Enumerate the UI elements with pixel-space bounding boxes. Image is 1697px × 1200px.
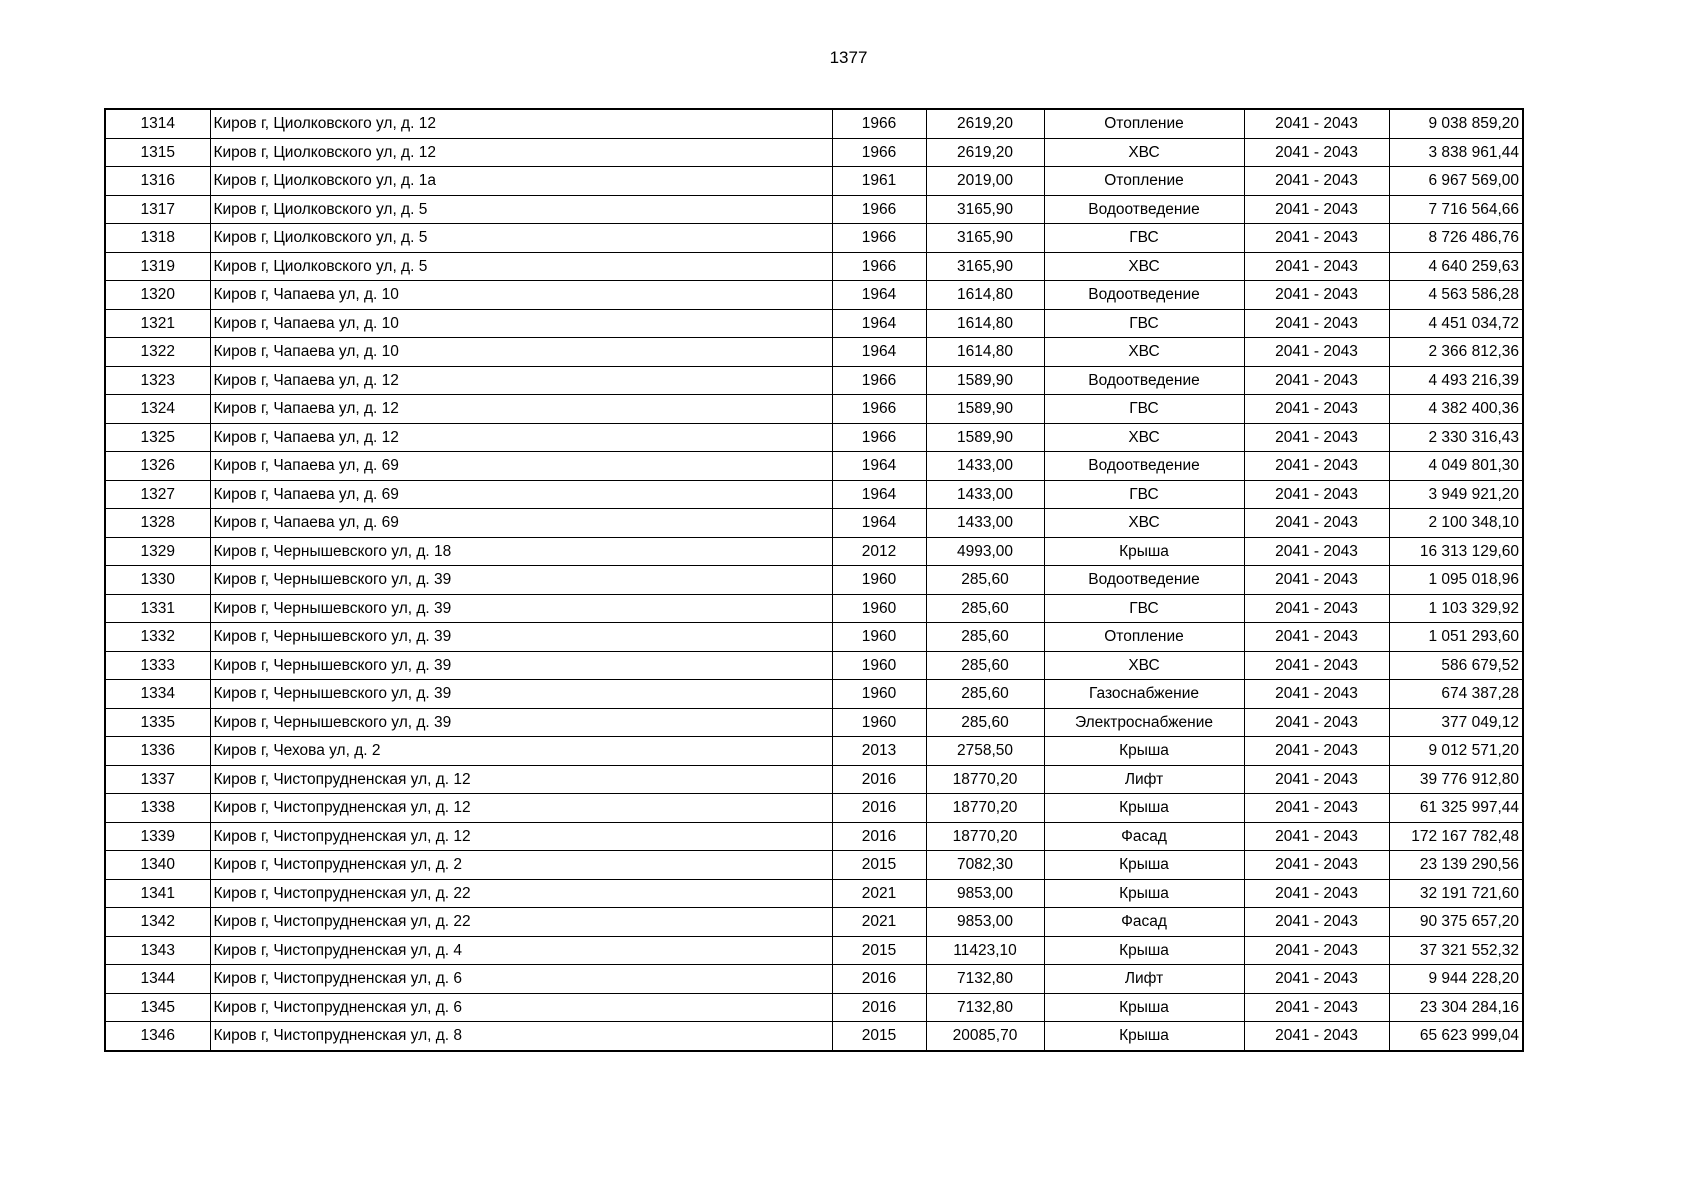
cost-cell: 2 100 348,10 [1389, 509, 1523, 538]
area-cell: 3165,90 [926, 252, 1044, 281]
period-cell: 2041 - 2043 [1244, 138, 1389, 167]
area-cell: 2019,00 [926, 167, 1044, 196]
table-row [105, 195, 1523, 224]
year-cell: 1966 [832, 395, 926, 424]
area-cell: 3165,90 [926, 224, 1044, 253]
area-cell: 1589,90 [926, 366, 1044, 395]
address-cell: Киров г, Чапаева ул, д. 12 [210, 423, 832, 452]
address-cell: Киров г, Чистопрудненская ул, д. 12 [210, 794, 832, 823]
row-number: 1335 [105, 708, 210, 737]
address-cell: Киров г, Чапаева ул, д. 10 [210, 309, 832, 338]
year-cell: 2013 [832, 737, 926, 766]
year-cell: 1960 [832, 680, 926, 709]
period-cell: 2041 - 2043 [1244, 309, 1389, 338]
work-type-cell: Крыша [1044, 936, 1244, 965]
work-type-cell: Водоотведение [1044, 366, 1244, 395]
year-cell: 2012 [832, 537, 926, 566]
period-cell: 2041 - 2043 [1244, 765, 1389, 794]
cost-cell: 65 623 999,04 [1389, 1022, 1523, 1051]
period-cell: 2041 - 2043 [1244, 936, 1389, 965]
period-cell: 2041 - 2043 [1244, 822, 1389, 851]
work-type-cell: Крыша [1044, 537, 1244, 566]
table-row [105, 1022, 1523, 1051]
address-cell: Киров г, Чистопрудненская ул, д. 4 [210, 936, 832, 965]
table-row [105, 537, 1523, 566]
registry-table [104, 108, 1524, 1052]
table-row [105, 338, 1523, 367]
area-cell: 1433,00 [926, 509, 1044, 538]
year-cell: 1966 [832, 366, 926, 395]
area-cell: 1614,80 [926, 281, 1044, 310]
cost-cell: 4 382 400,36 [1389, 395, 1523, 424]
table-row [105, 822, 1523, 851]
area-cell: 285,60 [926, 651, 1044, 680]
row-number: 1330 [105, 566, 210, 595]
year-cell: 2016 [832, 993, 926, 1022]
year-cell: 2015 [832, 1022, 926, 1051]
cost-cell: 39 776 912,80 [1389, 765, 1523, 794]
work-type-cell: Электроснабжение [1044, 708, 1244, 737]
area-cell: 20085,70 [926, 1022, 1044, 1051]
address-cell: Киров г, Чернышевского ул, д. 39 [210, 680, 832, 709]
address-cell: Киров г, Чистопрудненская ул, д. 6 [210, 965, 832, 994]
row-number: 1320 [105, 281, 210, 310]
table-row [105, 423, 1523, 452]
year-cell: 1964 [832, 281, 926, 310]
row-number: 1331 [105, 594, 210, 623]
area-cell: 285,60 [926, 708, 1044, 737]
cost-cell: 1 103 329,92 [1389, 594, 1523, 623]
year-cell: 2021 [832, 908, 926, 937]
area-cell: 1614,80 [926, 309, 1044, 338]
table-row [105, 109, 1523, 138]
area-cell: 18770,20 [926, 822, 1044, 851]
period-cell: 2041 - 2043 [1244, 338, 1389, 367]
period-cell: 2041 - 2043 [1244, 993, 1389, 1022]
work-type-cell: ХВС [1044, 509, 1244, 538]
year-cell: 2016 [832, 965, 926, 994]
year-cell: 2021 [832, 879, 926, 908]
row-number: 1334 [105, 680, 210, 709]
area-cell: 1433,00 [926, 452, 1044, 481]
area-cell: 2619,20 [926, 138, 1044, 167]
cost-cell: 4 493 216,39 [1389, 366, 1523, 395]
address-cell: Киров г, Чапаева ул, д. 10 [210, 338, 832, 367]
area-cell: 4993,00 [926, 537, 1044, 566]
row-number: 1343 [105, 936, 210, 965]
table-row [105, 509, 1523, 538]
row-number: 1318 [105, 224, 210, 253]
table-row [105, 765, 1523, 794]
year-cell: 1960 [832, 651, 926, 680]
period-cell: 2041 - 2043 [1244, 366, 1389, 395]
area-cell: 1614,80 [926, 338, 1044, 367]
table-row [105, 993, 1523, 1022]
cost-cell: 4 049 801,30 [1389, 452, 1523, 481]
cost-cell: 9 038 859,20 [1389, 109, 1523, 138]
table-row [105, 138, 1523, 167]
period-cell: 2041 - 2043 [1244, 794, 1389, 823]
period-cell: 2041 - 2043 [1244, 680, 1389, 709]
work-type-cell: ГВС [1044, 395, 1244, 424]
period-cell: 2041 - 2043 [1244, 395, 1389, 424]
table-row [105, 309, 1523, 338]
address-cell: Киров г, Чистопрудненская ул, д. 6 [210, 993, 832, 1022]
address-cell: Киров г, Чистопрудненская ул, д. 2 [210, 851, 832, 880]
cost-cell: 377 049,12 [1389, 708, 1523, 737]
area-cell: 9853,00 [926, 879, 1044, 908]
cost-cell: 61 325 997,44 [1389, 794, 1523, 823]
cost-cell: 3 949 921,20 [1389, 480, 1523, 509]
row-number: 1329 [105, 537, 210, 566]
address-cell: Киров г, Чистопрудненская ул, д. 8 [210, 1022, 832, 1051]
table-row [105, 879, 1523, 908]
period-cell: 2041 - 2043 [1244, 281, 1389, 310]
year-cell: 2015 [832, 936, 926, 965]
year-cell: 1966 [832, 252, 926, 281]
table-row [105, 281, 1523, 310]
cost-cell: 23 304 284,16 [1389, 993, 1523, 1022]
cost-cell: 1 095 018,96 [1389, 566, 1523, 595]
table-row [105, 252, 1523, 281]
table-row [105, 395, 1523, 424]
page-number: 1377 [829, 48, 868, 67]
cost-cell: 1 051 293,60 [1389, 623, 1523, 652]
area-cell: 3165,90 [926, 195, 1044, 224]
table-row [105, 965, 1523, 994]
area-cell: 7082,30 [926, 851, 1044, 880]
row-number: 1339 [105, 822, 210, 851]
table-row [105, 224, 1523, 253]
year-cell: 1960 [832, 708, 926, 737]
area-cell: 285,60 [926, 566, 1044, 595]
cost-cell: 37 321 552,32 [1389, 936, 1523, 965]
period-cell: 2041 - 2043 [1244, 224, 1389, 253]
year-cell: 1966 [832, 423, 926, 452]
year-cell: 2016 [832, 822, 926, 851]
period-cell: 2041 - 2043 [1244, 252, 1389, 281]
address-cell: Киров г, Чернышевского ул, д. 39 [210, 594, 832, 623]
table-row [105, 737, 1523, 766]
address-cell: Киров г, Чапаева ул, д. 69 [210, 452, 832, 481]
period-cell: 2041 - 2043 [1244, 594, 1389, 623]
address-cell: Киров г, Чапаева ул, д. 10 [210, 281, 832, 310]
address-cell: Киров г, Чапаева ул, д. 12 [210, 395, 832, 424]
work-type-cell: Лифт [1044, 765, 1244, 794]
year-cell: 1966 [832, 195, 926, 224]
cost-cell: 8 726 486,76 [1389, 224, 1523, 253]
year-cell: 1966 [832, 224, 926, 253]
cost-cell: 32 191 721,60 [1389, 879, 1523, 908]
year-cell: 1964 [832, 480, 926, 509]
cost-cell: 674 387,28 [1389, 680, 1523, 709]
work-type-cell: ГВС [1044, 594, 1244, 623]
cost-cell: 7 716 564,66 [1389, 195, 1523, 224]
table-row [105, 908, 1523, 937]
address-cell: Киров г, Циолковского ул, д. 5 [210, 224, 832, 253]
row-number: 1323 [105, 366, 210, 395]
table-row [105, 366, 1523, 395]
work-type-cell: ХВС [1044, 138, 1244, 167]
address-cell: Киров г, Чапаева ул, д. 12 [210, 366, 832, 395]
work-type-cell: Крыша [1044, 1022, 1244, 1051]
row-number: 1325 [105, 423, 210, 452]
period-cell: 2041 - 2043 [1244, 167, 1389, 196]
work-type-cell: Водоотведение [1044, 281, 1244, 310]
row-number: 1314 [105, 109, 210, 138]
work-type-cell: ХВС [1044, 252, 1244, 281]
work-type-cell: Крыша [1044, 794, 1244, 823]
table-row [105, 851, 1523, 880]
cost-cell: 6 967 569,00 [1389, 167, 1523, 196]
year-cell: 2015 [832, 851, 926, 880]
period-cell: 2041 - 2043 [1244, 708, 1389, 737]
year-cell: 1966 [832, 138, 926, 167]
address-cell: Киров г, Циолковского ул, д. 12 [210, 138, 832, 167]
work-type-cell: ХВС [1044, 423, 1244, 452]
row-number: 1317 [105, 195, 210, 224]
period-cell: 2041 - 2043 [1244, 537, 1389, 566]
period-cell: 2041 - 2043 [1244, 452, 1389, 481]
address-cell: Киров г, Чистопрудненская ул, д. 22 [210, 879, 832, 908]
period-cell: 2041 - 2043 [1244, 1022, 1389, 1051]
address-cell: Киров г, Чистопрудненская ул, д. 22 [210, 908, 832, 937]
row-number: 1342 [105, 908, 210, 937]
table-row [105, 680, 1523, 709]
row-number: 1341 [105, 879, 210, 908]
work-type-cell: Газоснабжение [1044, 680, 1244, 709]
cost-cell: 4 640 259,63 [1389, 252, 1523, 281]
work-type-cell: ГВС [1044, 309, 1244, 338]
period-cell: 2041 - 2043 [1244, 851, 1389, 880]
row-number: 1322 [105, 338, 210, 367]
row-number: 1319 [105, 252, 210, 281]
year-cell: 1964 [832, 309, 926, 338]
cost-cell: 3 838 961,44 [1389, 138, 1523, 167]
row-number: 1327 [105, 480, 210, 509]
address-cell: Киров г, Чистопрудненская ул, д. 12 [210, 822, 832, 851]
address-cell: Киров г, Чистопрудненская ул, д. 12 [210, 765, 832, 794]
cost-cell: 2 366 812,36 [1389, 338, 1523, 367]
row-number: 1321 [105, 309, 210, 338]
period-cell: 2041 - 2043 [1244, 423, 1389, 452]
table-row [105, 708, 1523, 737]
year-cell: 1966 [832, 109, 926, 138]
table-row [105, 167, 1523, 196]
address-cell: Киров г, Чернышевского ул, д. 39 [210, 623, 832, 652]
period-cell: 2041 - 2043 [1244, 965, 1389, 994]
address-cell: Киров г, Чехова ул, д. 2 [210, 737, 832, 766]
row-number: 1315 [105, 138, 210, 167]
table-row [105, 651, 1523, 680]
year-cell: 1961 [832, 167, 926, 196]
work-type-cell: ГВС [1044, 224, 1244, 253]
work-type-cell: Водоотведение [1044, 195, 1244, 224]
table-row [105, 936, 1523, 965]
address-cell: Киров г, Циолковского ул, д. 5 [210, 252, 832, 281]
period-cell: 2041 - 2043 [1244, 109, 1389, 138]
address-cell: Киров г, Чапаева ул, д. 69 [210, 509, 832, 538]
table-row [105, 623, 1523, 652]
area-cell: 7132,80 [926, 993, 1044, 1022]
area-cell: 1589,90 [926, 395, 1044, 424]
work-type-cell: Водоотведение [1044, 452, 1244, 481]
row-number: 1346 [105, 1022, 210, 1051]
period-cell: 2041 - 2043 [1244, 509, 1389, 538]
period-cell: 2041 - 2043 [1244, 651, 1389, 680]
row-number: 1338 [105, 794, 210, 823]
area-cell: 2619,20 [926, 109, 1044, 138]
work-type-cell: Крыша [1044, 737, 1244, 766]
work-type-cell: Крыша [1044, 851, 1244, 880]
work-type-cell: Крыша [1044, 879, 1244, 908]
period-cell: 2041 - 2043 [1244, 566, 1389, 595]
cost-cell: 9 944 228,20 [1389, 965, 1523, 994]
row-number: 1328 [105, 509, 210, 538]
year-cell: 1964 [832, 509, 926, 538]
work-type-cell: Фасад [1044, 822, 1244, 851]
area-cell: 18770,20 [926, 794, 1044, 823]
cost-cell: 172 167 782,48 [1389, 822, 1523, 851]
area-cell: 285,60 [926, 594, 1044, 623]
row-number: 1333 [105, 651, 210, 680]
cost-cell: 4 451 034,72 [1389, 309, 1523, 338]
work-type-cell: Водоотведение [1044, 566, 1244, 595]
area-cell: 285,60 [926, 680, 1044, 709]
table-row [105, 480, 1523, 509]
work-type-cell: Отопление [1044, 109, 1244, 138]
area-cell: 1433,00 [926, 480, 1044, 509]
row-number: 1345 [105, 993, 210, 1022]
work-type-cell: Отопление [1044, 167, 1244, 196]
table-row [105, 452, 1523, 481]
work-type-cell: Лифт [1044, 965, 1244, 994]
table-row [105, 594, 1523, 623]
area-cell: 285,60 [926, 623, 1044, 652]
cost-cell: 90 375 657,20 [1389, 908, 1523, 937]
row-number: 1324 [105, 395, 210, 424]
cost-cell: 9 012 571,20 [1389, 737, 1523, 766]
area-cell: 9853,00 [926, 908, 1044, 937]
address-cell: Киров г, Чернышевского ул, д. 18 [210, 537, 832, 566]
period-cell: 2041 - 2043 [1244, 623, 1389, 652]
work-type-cell: Фасад [1044, 908, 1244, 937]
cost-cell: 16 313 129,60 [1389, 537, 1523, 566]
year-cell: 1964 [832, 452, 926, 481]
row-number: 1326 [105, 452, 210, 481]
row-number: 1316 [105, 167, 210, 196]
area-cell: 7132,80 [926, 965, 1044, 994]
work-type-cell: ХВС [1044, 651, 1244, 680]
area-cell: 2758,50 [926, 737, 1044, 766]
address-cell: Киров г, Чернышевского ул, д. 39 [210, 708, 832, 737]
table-body [105, 109, 1523, 1051]
cost-cell: 23 139 290,56 [1389, 851, 1523, 880]
work-type-cell: ГВС [1044, 480, 1244, 509]
year-cell: 2016 [832, 794, 926, 823]
row-number: 1337 [105, 765, 210, 794]
address-cell: Киров г, Циолковского ул, д. 5 [210, 195, 832, 224]
work-type-cell: Крыша [1044, 993, 1244, 1022]
row-number: 1332 [105, 623, 210, 652]
period-cell: 2041 - 2043 [1244, 195, 1389, 224]
table-row [105, 794, 1523, 823]
address-cell: Киров г, Чернышевского ул, д. 39 [210, 651, 832, 680]
cost-cell: 586 679,52 [1389, 651, 1523, 680]
row-number: 1336 [105, 737, 210, 766]
period-cell: 2041 - 2043 [1244, 879, 1389, 908]
row-number: 1340 [105, 851, 210, 880]
year-cell: 1964 [832, 338, 926, 367]
cost-cell: 2 330 316,43 [1389, 423, 1523, 452]
period-cell: 2041 - 2043 [1244, 480, 1389, 509]
work-type-cell: ХВС [1044, 338, 1244, 367]
year-cell: 2016 [832, 765, 926, 794]
address-cell: Киров г, Чапаева ул, д. 69 [210, 480, 832, 509]
cost-cell: 4 563 586,28 [1389, 281, 1523, 310]
year-cell: 1960 [832, 623, 926, 652]
area-cell: 1589,90 [926, 423, 1044, 452]
area-cell: 18770,20 [926, 765, 1044, 794]
year-cell: 1960 [832, 594, 926, 623]
year-cell: 1960 [832, 566, 926, 595]
area-cell: 11423,10 [926, 936, 1044, 965]
address-cell: Киров г, Циолковского ул, д. 12 [210, 109, 832, 138]
row-number: 1344 [105, 965, 210, 994]
address-cell: Киров г, Чернышевского ул, д. 39 [210, 566, 832, 595]
period-cell: 2041 - 2043 [1244, 908, 1389, 937]
work-type-cell: Отопление [1044, 623, 1244, 652]
period-cell: 2041 - 2043 [1244, 737, 1389, 766]
address-cell: Киров г, Циолковского ул, д. 1а [210, 167, 832, 196]
table-row [105, 566, 1523, 595]
